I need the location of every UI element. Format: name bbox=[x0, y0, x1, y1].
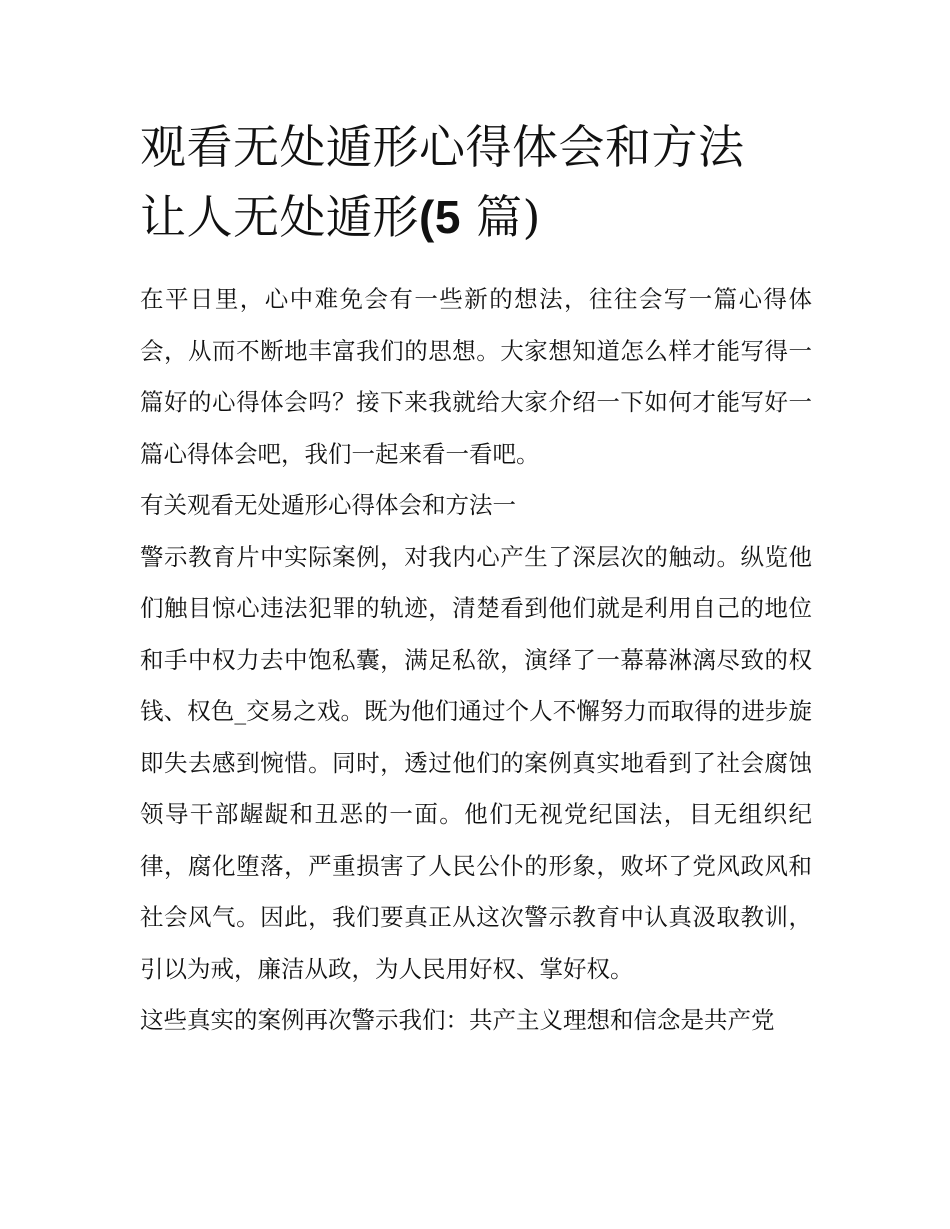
title-count: (5 bbox=[419, 191, 461, 243]
body-paragraph-continued: 这些真实的案例再次警示我们：共产主义理想和信念是共产党 bbox=[140, 1006, 775, 1034]
body-paragraph: 警示教育片中实际案例，对我内心产生了深层次的触动。纵览他们触目惊心违法犯罪的轨迹，清楚看到他们就是利用自己的地位和手中权力去中饱私囊，满足私欲，演绎了一幕幕淋漓尽致的权钱、权色_交易之戏。既为他们通过个人不懈努力而取得的进步旋即失去感到惋惜。同时，透过他们的案例真实地看到了社会腐蚀领导干部龌龊和丑恶的一面。他们无视党纪国法，目无组织纪律，腐化堕落，严重损害了人民公仆的形象，败坏了党风政风和社会风气。因此，我们要真正从这次警示教育中认真汲取教训，引以为戒，廉洁从政，为人民用好权、掌好权。 bbox=[140, 542, 812, 983]
title-line-1: 观看无处遁形心得体会和方法 bbox=[140, 120, 745, 174]
title-line-2: 让人无处遁形 bbox=[140, 190, 419, 244]
section-heading: 有关观看无处遁形心得体会和方法一 bbox=[140, 491, 516, 519]
intro-paragraph: 在平日里，心中难免会有一些新的想法，往往会写一篇心得体会，从而不断地丰富我们的思想。大家想知道怎么样才能写得一篇好的心得体会吗？接下来我就给大家介绍一下如何才能写好一篇心得体会吧，我们一起来看一看吧。 bbox=[140, 285, 812, 468]
document-title bbox=[140, 112, 812, 252]
document-page bbox=[140, 112, 812, 1047]
title-count-suffix: 篇) bbox=[460, 190, 541, 244]
